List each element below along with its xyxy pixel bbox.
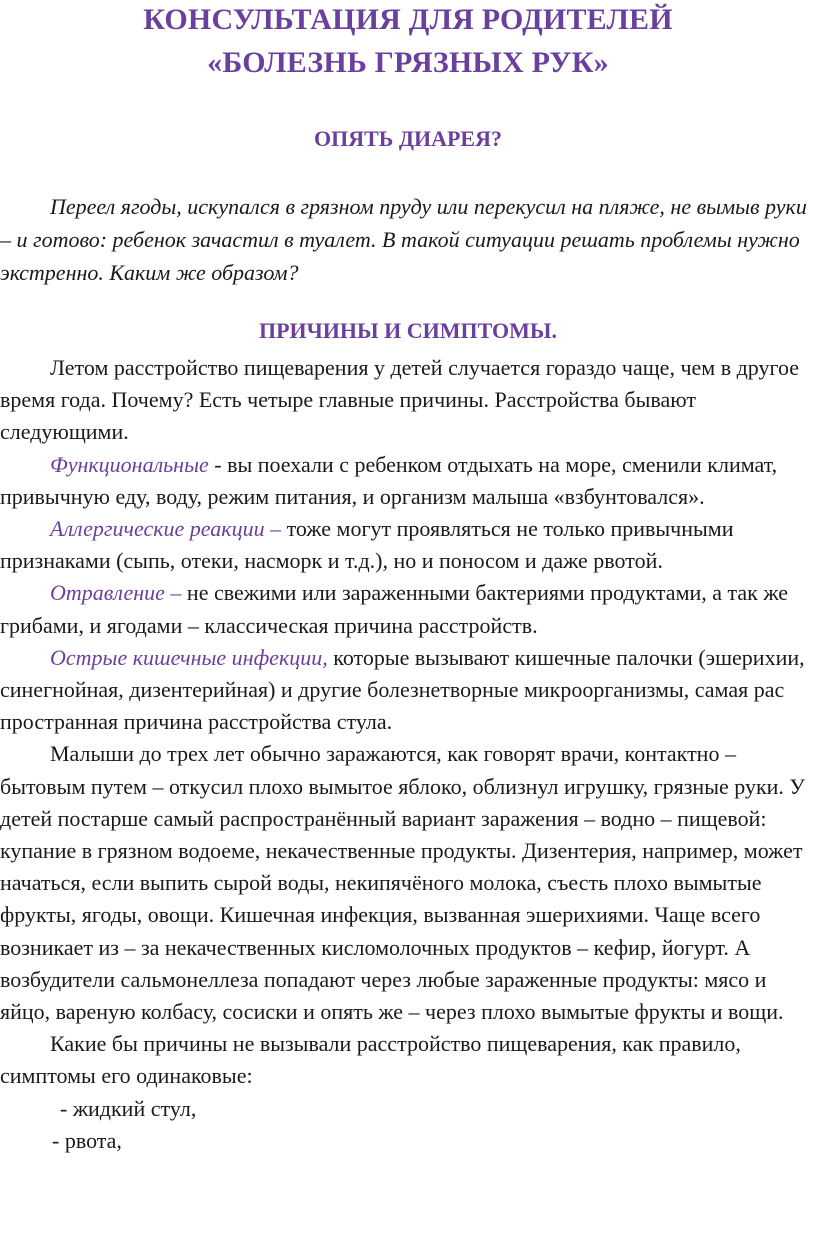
cause-term: Аллергические реакции – (50, 516, 282, 542)
document-title-line-2: «БОЛЕЗНЬ ГРЯЗНЫХ РУК» (207, 46, 609, 79)
paragraph-summer-digestion: Летом расстройство пищеварения у детей случается гораздо чаще, чем в другое время года. Почему? Есть четыре главные причины. Расстройства бывают следующими. (0, 355, 799, 445)
symptom-item: - жидкий стул, (60, 1095, 197, 1121)
cause-description: тоже могут проявляться не только привычными признаками (сыпь, отеки, насморк и т.д.), но и поносом и даже рвотой. (0, 516, 734, 574)
cause-description: которые вызывают кишечные палочки (эшерихии, синегнойная, дизентерийная) и другие болезнетворные микроорганизмы, самая рас пространная причина расстройства стула. (0, 644, 805, 735)
paragraph-symptoms-intro: Какие бы причины не вызывали расстройство пищеварения, как правило, симптомы его одинаковые: (0, 1031, 741, 1089)
cause-description: не свежими или зараженными бактериями продуктами, а так же грибами, и ягодами – классическая причина расстройств. (0, 580, 789, 638)
cause-poisoning (0, 577, 812, 641)
document-title-line-1: КОНСУЛЬТАЦИЯ ДЛЯ РОДИТЕЛЕЙ (143, 3, 673, 36)
cause-term: Острые кишечные инфекции, (50, 644, 328, 670)
cause-allergic (0, 513, 812, 577)
section-heading-causes-symptoms: ПРИЧИНЫ И СИМПТОМЫ. (259, 318, 557, 343)
cause-term: Отравление – (50, 580, 182, 606)
cause-description: - вы поехали с ребенком отдыхать на море, сменили климат, привычную еду, воду, режим питания, и организм малыша «взбунтовался». (0, 451, 778, 509)
cause-functional (0, 449, 812, 513)
body-text (0, 352, 812, 1157)
paragraph-infection-routes: Малыши до трех лет обычно заражаются, как говорят врачи, контактно – бытовым путем – откусил плохо вымытое яблоко, облизнул игрушку, грязные руки. У детей постарше самый распространённый вариант заражения – водно – пищевой: купание в грязном водоеме, некачественные продукты. Дизентерия, например, может начаться, если выпить сырой воды, некипячёного молока, съесть плохо вымытые фрукты, ягоды, овощи. Кишечная инфекция, вызванная эшерихиями. Чаще всего возникает из – за некачественных кисломолочных продуктов – кефир, йогурт. А возбудители сальмонеллеза попадают через любые зараженные продукты: мясо и яйцо, вареную колбасу, сосиски и опять же – через плохо вымытые фрукты и вощи. (0, 741, 805, 1025)
section-heading-diarrhea: ОПЯТЬ ДИАРЕЯ? (314, 126, 502, 151)
cause-term: Функциональные (50, 451, 215, 477)
intro-paragraph: Переел ягоды, искупался в грязном пруду или перекусил на пляже, не вымыв руки – и готово: ребенок зачастил в туалет. В такой ситуации решать проблемы нужно экстренно. Каким же образом? (0, 194, 807, 285)
cause-intestinal-infections (0, 642, 812, 739)
symptom-item: - рвота, (52, 1127, 122, 1153)
